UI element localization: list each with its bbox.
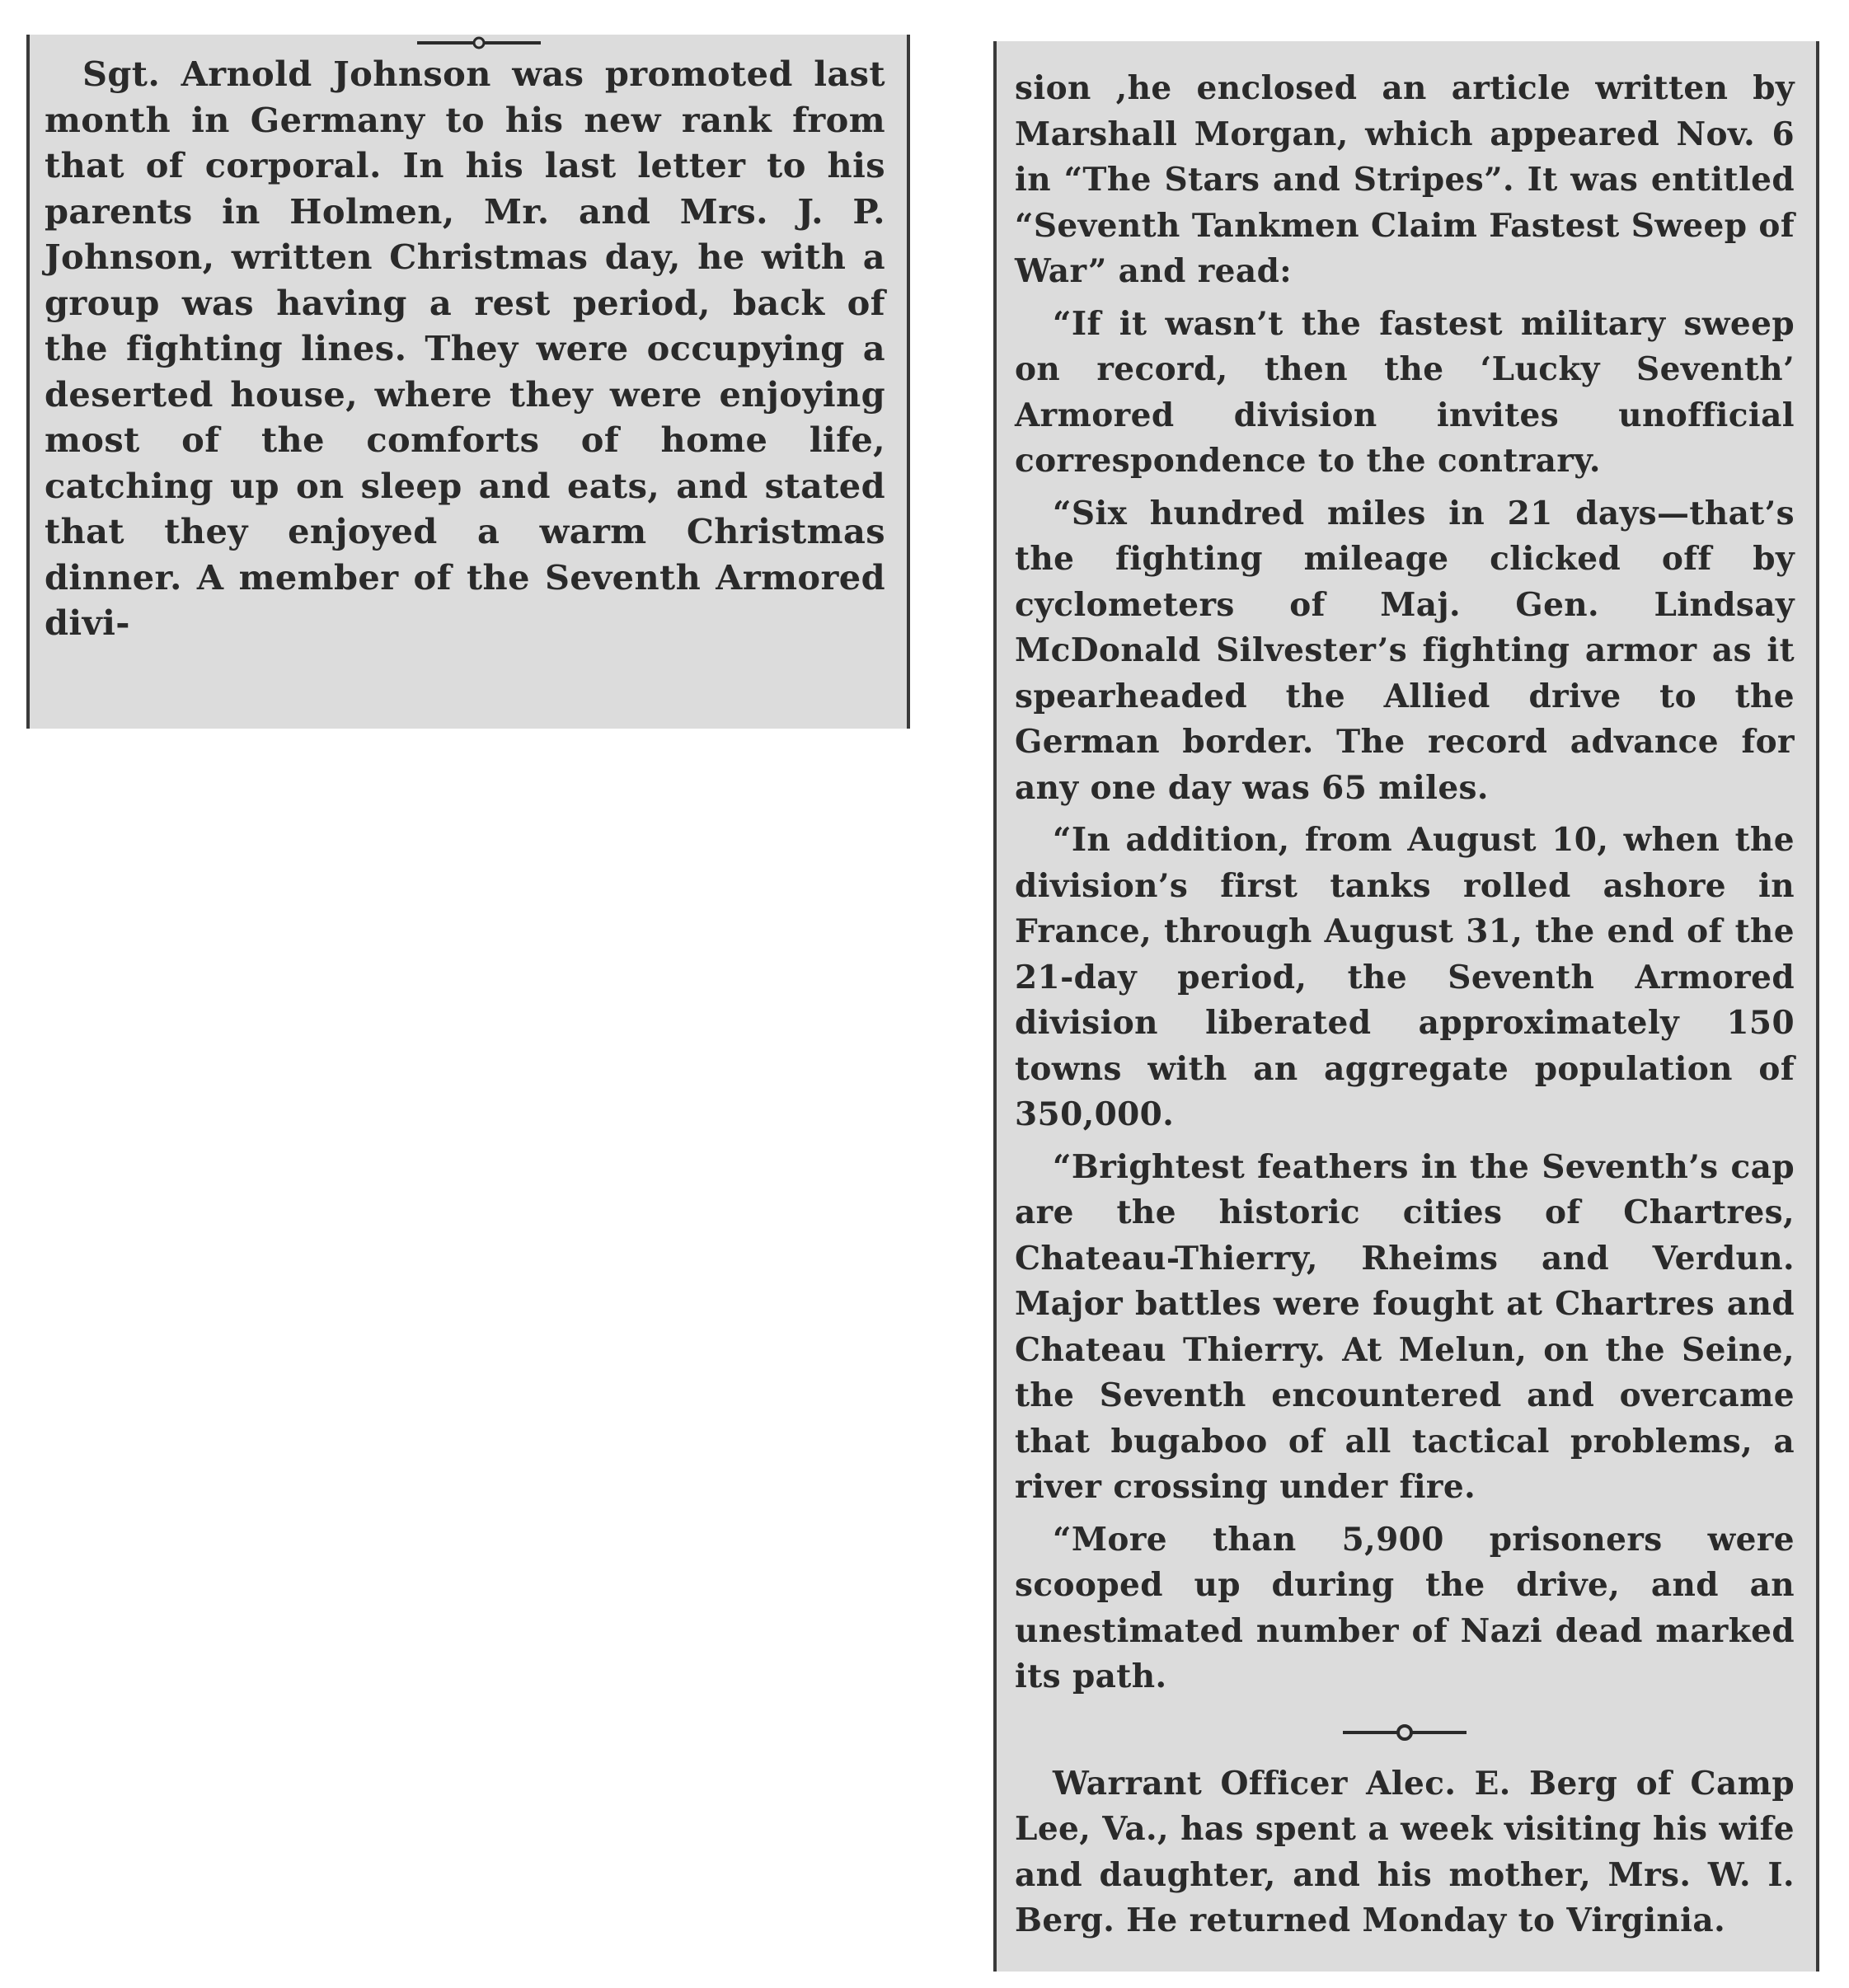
right-column-text — [1015, 66, 1795, 1944]
divider-ornament — [1343, 1722, 1467, 1743]
paragraph-johnson-promotion: Sgt. Arnold Johnson was promoted last month in Germany to his new rank from that of corporal. In his last letter to his parents in Holmen, Mr. and Mrs. J. P. Johnson, written Christmas day, he with a group was having a rest period, back of the fighting lines. They were occupying a deserted house, where they were enjoying most of the comforts of home life, catching up on sleep and eats, and stated that they enjoyed a warm Christmas dinner. A member of the Seventh Armored divi- — [45, 54, 885, 643]
paragraph-brightest-feathers: “Brightest feathers in the Seventh’s cap are the historic cities of Chartres, Chateau-Thierry, Rheims and Verdun. Major battles were fought at Chartres and Chateau Thierry. At Melun, on the Seine, the Seventh encountered and overcame that bugaboo of all tactical problems, a river crossing under fire. — [1015, 1147, 1795, 1506]
clipping-right — [993, 41, 1819, 1972]
paragraph-continuation: sion ,he enclosed an article written by Marshall Morgan, which appeared Nov. 6 in “The Stars and Stripes”. It was entitled “Seventh Tankmen Claim Fastest Sweep of War” and read: — [1015, 69, 1795, 290]
clipping-left — [26, 35, 910, 729]
paragraph-six-hundred-miles: “Six hundred miles in 21 days—that’s the fighting mileage clicked off by cyclometers of Maj. Gen. Lindsay McDonald Silvester’s fighting armor as it spearheaded the Allied drive to the German border. The record advance for any one day was 65 miles. — [1015, 494, 1795, 807]
paragraph-fastest-sweep: “If it wasn’t the fastest military sweep on record, then the ‘Lucky Seventh’ Armored division invites unofficial correspondence to the contrary. — [1015, 304, 1795, 480]
paragraph-berg-visit: Warrant Officer Alec. E. Berg of Camp Lee, Va., has spent a week visiting his wife and daughter, and his mother, Mrs. W. I. Berg. He returned Monday to Virginia. — [1015, 1764, 1795, 1939]
left-column-text — [45, 51, 885, 646]
top-divider-ornament — [417, 35, 541, 49]
paragraph-in-addition: “In addition, from August 10, when the division’s first tanks rolled ashore in France, through August 31, the end of the 21-day period, the Seventh Armored division liberated approximately 150 towns with an aggregate population of 350,000. — [1015, 821, 1795, 1133]
paragraph-prisoners: “More than 5,900 prisoners were scooped up during the drive, and an unestimated number of Nazi dead marked its path. — [1015, 1520, 1795, 1695]
